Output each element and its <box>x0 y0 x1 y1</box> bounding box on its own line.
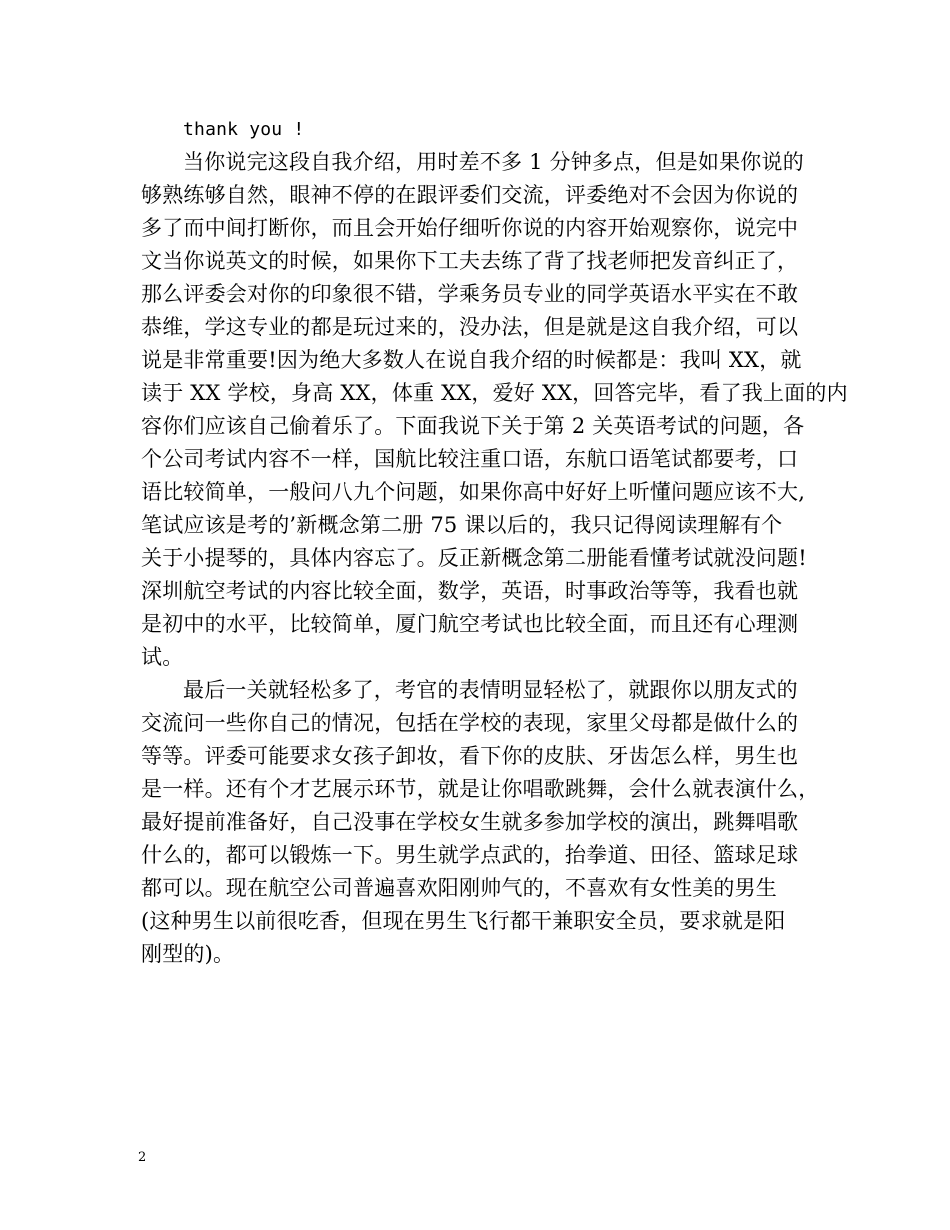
paragraph-line: (这种男生以前很吃香，但现在男生飞行都干兼职安全员，要求就是阳 <box>141 909 786 933</box>
paragraph-line: 笔试应该是考的’新概念第二册 75 课以后的，我只记得阅读理解有个 <box>141 513 783 537</box>
paragraph-line: 最后一关就轻松多了，考官的表情明显轻松了，就跟你以朋友式的 <box>183 678 798 702</box>
paragraph-line: 是一样。还有个才艺展示环节，就是让你唱歌跳舞，会什么就表演什么， <box>141 777 820 801</box>
paragraph-line: 读于 XX 学校，身高 XX，体重 XX，爱好 XX，回答完毕，看了我上面的内 <box>141 381 848 405</box>
page-number: 2 <box>138 1150 147 1165</box>
paragraph-line: 容你们应该自己偷着乐了。下面我说下关于第 2 关英语考试的问题，各 <box>141 414 805 438</box>
paragraph-line: 刚型的)。 <box>141 942 235 966</box>
paragraph-line: 试。 <box>141 645 184 669</box>
paragraph-line: 什么的，都可以锻炼一下。男生就学点武的，抬拳道、田径、篮球足球 <box>141 843 799 867</box>
paragraph-line: 文当你说英文的时候，如果你下工夫去练了背了找老师把发音纠正了， <box>141 249 799 273</box>
paragraph-line: 都可以。现在航空公司普遍喜欢阳刚帅气的，不喜欢有女性美的男生 <box>141 876 777 900</box>
paragraph-line: 够熟练够自然，眼神不停的在跟评委们交流，评委绝对不会因为你说的 <box>141 183 799 207</box>
paragraph-line: 恭维，学这专业的都是玩过来的，没办法，但是就是这自我介绍，可以 <box>141 315 799 339</box>
paragraph-line: 等等。评委可能要求女孩子卸妆，看下你的皮肤、牙齿怎么样，男生也 <box>141 744 799 768</box>
paragraph-line: 最好提前准备好，自己没事在学校女生就多参加学校的演出，跳舞唱歌 <box>141 810 799 834</box>
paragraph-line: 当你说完这段自我介绍，用时差不多 1 分钟多点，但是如果你说的 <box>183 150 804 174</box>
paragraph-line: 那么评委会对你的印象很不错，学乘务员专业的同学英语水平实在不敢 <box>141 282 799 306</box>
paragraph-line: 语比较简单，一般问八九个问题，如果你高中好好上听懂问题应该不大, <box>141 480 806 504</box>
paragraph-line: 交流问一些你自己的情况，包括在学校的表现，家里父母都是做什么的 <box>141 711 799 735</box>
paragraph-line: 关于小提琴的，具体内容忘了。反正新概念第二册能看懂考试就没问题! <box>141 546 807 570</box>
paragraph-line: 多了而中间打断你，而且会开始仔细听你说的内容开始观察你，说完中 <box>141 216 799 240</box>
body-text <box>141 113 848 971</box>
paragraph-line: 说是非常重要!因为绝大多数人在说自我介绍的时候都是：我叫 XX，就 <box>141 348 802 372</box>
paragraph-line: 深圳航空考试的内容比较全面，数学，英语，时事政治等等，我看也就 <box>141 579 799 603</box>
paragraph-line: 是初中的水平，比较简单，厦门航空考试也比较全面，而且还有心理测 <box>141 612 799 636</box>
paragraph-line: 个公司考试内容不一样，国航比较注重口语，东航口语笔试都要考，口 <box>141 447 799 471</box>
paragraph-line: thank you ! <box>183 119 305 140</box>
